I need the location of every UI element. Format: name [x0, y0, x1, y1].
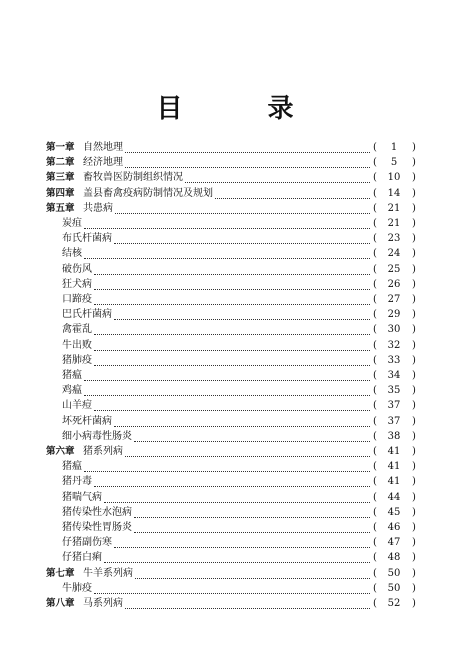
page-bracket-open: ( — [373, 567, 377, 579]
page-number: 44 — [387, 491, 401, 503]
page-bracket-open: ( — [373, 233, 377, 245]
toc-entry-label: 猪传染性水泡病 — [62, 506, 132, 518]
toc-entry-label: 猪瘟 — [62, 461, 82, 473]
page-number: 35 — [387, 385, 401, 397]
page-bracket-open: ( — [373, 172, 377, 184]
chapter-number: 第四章 — [46, 187, 75, 199]
page-bracket-open: ( — [373, 537, 377, 549]
page-bracket-open: ( — [373, 354, 377, 366]
page-number: 37 — [387, 400, 401, 412]
chapter-number: 第二章 — [46, 157, 75, 169]
page-number: 45 — [387, 506, 401, 518]
page-bracket-open: ( — [373, 157, 377, 169]
toc-entry-label: 猪系列病 — [83, 446, 123, 457]
page-bracket-close: ) — [412, 446, 416, 457]
page-number: 29 — [387, 309, 401, 321]
page-bracket-close: ) — [412, 172, 416, 184]
toc-entry-label: 结核 — [62, 248, 82, 260]
toc-entry-label: 猪肺疫 — [62, 354, 92, 366]
page-bracket-open: ( — [373, 324, 377, 336]
toc-entry-label: 破伤风 — [62, 263, 92, 275]
toc-entry-label: 牛肺疫 — [62, 582, 92, 594]
page-number: 30 — [387, 324, 401, 336]
toc-entry-label: 狂犬病 — [62, 278, 92, 290]
page-bracket-close: ) — [412, 476, 416, 488]
page-bracket-close: ) — [412, 142, 416, 153]
toc-entry-label: 共患病 — [83, 202, 113, 214]
page-bracket-open: ( — [373, 263, 377, 275]
toc-entry-label: 仔猪白痢 — [62, 552, 102, 564]
toc-entry-label: 牛出败 — [62, 339, 92, 351]
page-number: 48 — [387, 552, 401, 564]
page-bracket-open: ( — [373, 385, 377, 397]
page-number: 52 — [387, 598, 401, 609]
page-bracket-close: ) — [412, 339, 416, 351]
page-number: 23 — [387, 233, 401, 245]
page-number: 47 — [387, 537, 401, 549]
page-bracket-close: ) — [412, 324, 416, 336]
toc-entry-label: 猪丹毒 — [62, 476, 92, 488]
page-bracket-open: ( — [373, 339, 377, 351]
chapter-number: 第一章 — [46, 142, 75, 153]
page-bracket-close: ) — [412, 400, 416, 412]
page-bracket-close: ) — [412, 552, 416, 564]
page-bracket-close: ) — [412, 582, 416, 594]
page-bracket-open: ( — [373, 278, 377, 290]
toc-entry-label: 猪传染性胃肠炎 — [62, 522, 132, 533]
toc-entry-label: 马系列病 — [83, 598, 123, 609]
toc-entry-label: 巴氏杆菌病 — [62, 309, 112, 321]
page-number: 41 — [387, 476, 401, 488]
chapter-number: 第六章 — [46, 446, 75, 457]
page-bracket-close: ) — [412, 370, 416, 381]
page-number: 14 — [387, 187, 401, 199]
page-title: 目 录 — [156, 94, 332, 124]
page-bracket-open: ( — [373, 187, 377, 199]
page-bracket-open: ( — [373, 294, 377, 305]
page-bracket-open: ( — [373, 309, 377, 321]
page-number: 21 — [387, 202, 401, 214]
toc-entry-label: 畜牧兽医防制组织情况 — [83, 172, 183, 184]
toc-entry-label: 牛羊系列病 — [83, 567, 133, 579]
page-bracket-open: ( — [373, 142, 377, 153]
toc-entry-label: 经济地理 — [83, 157, 123, 169]
page-bracket-close: ) — [412, 278, 416, 290]
page-bracket-close: ) — [412, 233, 416, 245]
page-bracket-open: ( — [373, 415, 377, 427]
page-number: 26 — [387, 278, 401, 290]
page-bracket-open: ( — [373, 491, 377, 503]
page-number: 1 — [390, 142, 398, 153]
page-bracket-close: ) — [412, 415, 416, 427]
page-number: 38 — [387, 430, 401, 442]
toc-entry-label: 仔猪副伤寒 — [62, 537, 112, 549]
page-number: 33 — [387, 354, 401, 366]
toc-entry-label: 鸡瘟 — [62, 385, 82, 397]
page-number: 41 — [387, 461, 401, 473]
dot-leader — [125, 592, 370, 609]
page-bracket-open: ( — [373, 506, 377, 518]
page-bracket-close: ) — [412, 187, 416, 199]
page-bracket-open: ( — [373, 202, 377, 214]
chapter-number: 第三章 — [46, 172, 75, 184]
page-bracket-close: ) — [412, 263, 416, 275]
page-bracket-open: ( — [373, 370, 377, 381]
toc-entry-label: 山羊痘 — [62, 400, 92, 412]
page-number: 5 — [390, 157, 398, 169]
page-bracket-close: ) — [412, 567, 416, 579]
page-bracket-open: ( — [373, 400, 377, 412]
toc-entry-label: 细小病毒性肠炎 — [62, 430, 132, 442]
toc-entry-label: 自然地理 — [83, 142, 123, 153]
page-bracket-close: ) — [412, 461, 416, 473]
page-bracket-close: ) — [412, 537, 416, 549]
page-bracket-close: ) — [412, 598, 416, 609]
page-number: 25 — [387, 263, 401, 275]
toc-entry-label: 猪喘气病 — [62, 491, 102, 503]
page-bracket-close: ) — [412, 218, 416, 229]
page-bracket-open: ( — [373, 446, 377, 457]
page-bracket-open: ( — [373, 248, 377, 260]
page-number: 41 — [387, 446, 401, 457]
page-bracket-open: ( — [373, 552, 377, 564]
toc-entry-label: 布氏杆菌病 — [62, 233, 112, 245]
page-bracket-close: ) — [412, 506, 416, 518]
page-number: 46 — [387, 522, 401, 533]
toc-entry-label: 口蹄疫 — [62, 294, 92, 305]
chapter-number: 第五章 — [46, 202, 75, 214]
page-bracket-open: ( — [373, 461, 377, 473]
page-number: 27 — [387, 294, 401, 305]
page-bracket-close: ) — [412, 294, 416, 305]
toc-entry-label: 盖县畜禽疫病防制情况及规划 — [83, 187, 213, 199]
toc-entry-label: 猪瘟 — [62, 370, 82, 381]
page-bracket-open: ( — [373, 598, 377, 609]
chapter-number: 第七章 — [46, 567, 75, 579]
page-bracket-close: ) — [412, 491, 416, 503]
page-number: 32 — [387, 339, 401, 351]
page-bracket-open: ( — [373, 582, 377, 594]
page-bracket-close: ) — [412, 202, 416, 214]
page-bracket-open: ( — [373, 218, 377, 229]
page-bracket-close: ) — [412, 522, 416, 533]
page-number: 37 — [387, 415, 401, 427]
toc-entry-label: 禽霍乱 — [62, 324, 92, 336]
page-bracket-open: ( — [373, 476, 377, 488]
page-number: 21 — [387, 218, 401, 229]
page-number: 10 — [387, 172, 401, 184]
chapter-number: 第八章 — [46, 598, 75, 609]
page-bracket-open: ( — [373, 522, 377, 533]
page-bracket-close: ) — [412, 157, 416, 169]
page-bracket-close: ) — [412, 385, 416, 397]
page-bracket-close: ) — [412, 248, 416, 260]
page-bracket-open: ( — [373, 430, 377, 442]
page-number: 24 — [387, 248, 401, 260]
page-number: 50 — [387, 582, 401, 594]
page-bracket-close: ) — [412, 354, 416, 366]
page-bracket-close: ) — [412, 430, 416, 442]
toc-entry-label: 坏死杆菌病 — [62, 415, 112, 427]
page-bracket-close: ) — [412, 309, 416, 321]
toc-row — [0, 596, 450, 612]
toc-entry-label: 炭疽 — [62, 218, 82, 229]
page-number: 34 — [387, 370, 401, 381]
page-number: 50 — [387, 567, 401, 579]
